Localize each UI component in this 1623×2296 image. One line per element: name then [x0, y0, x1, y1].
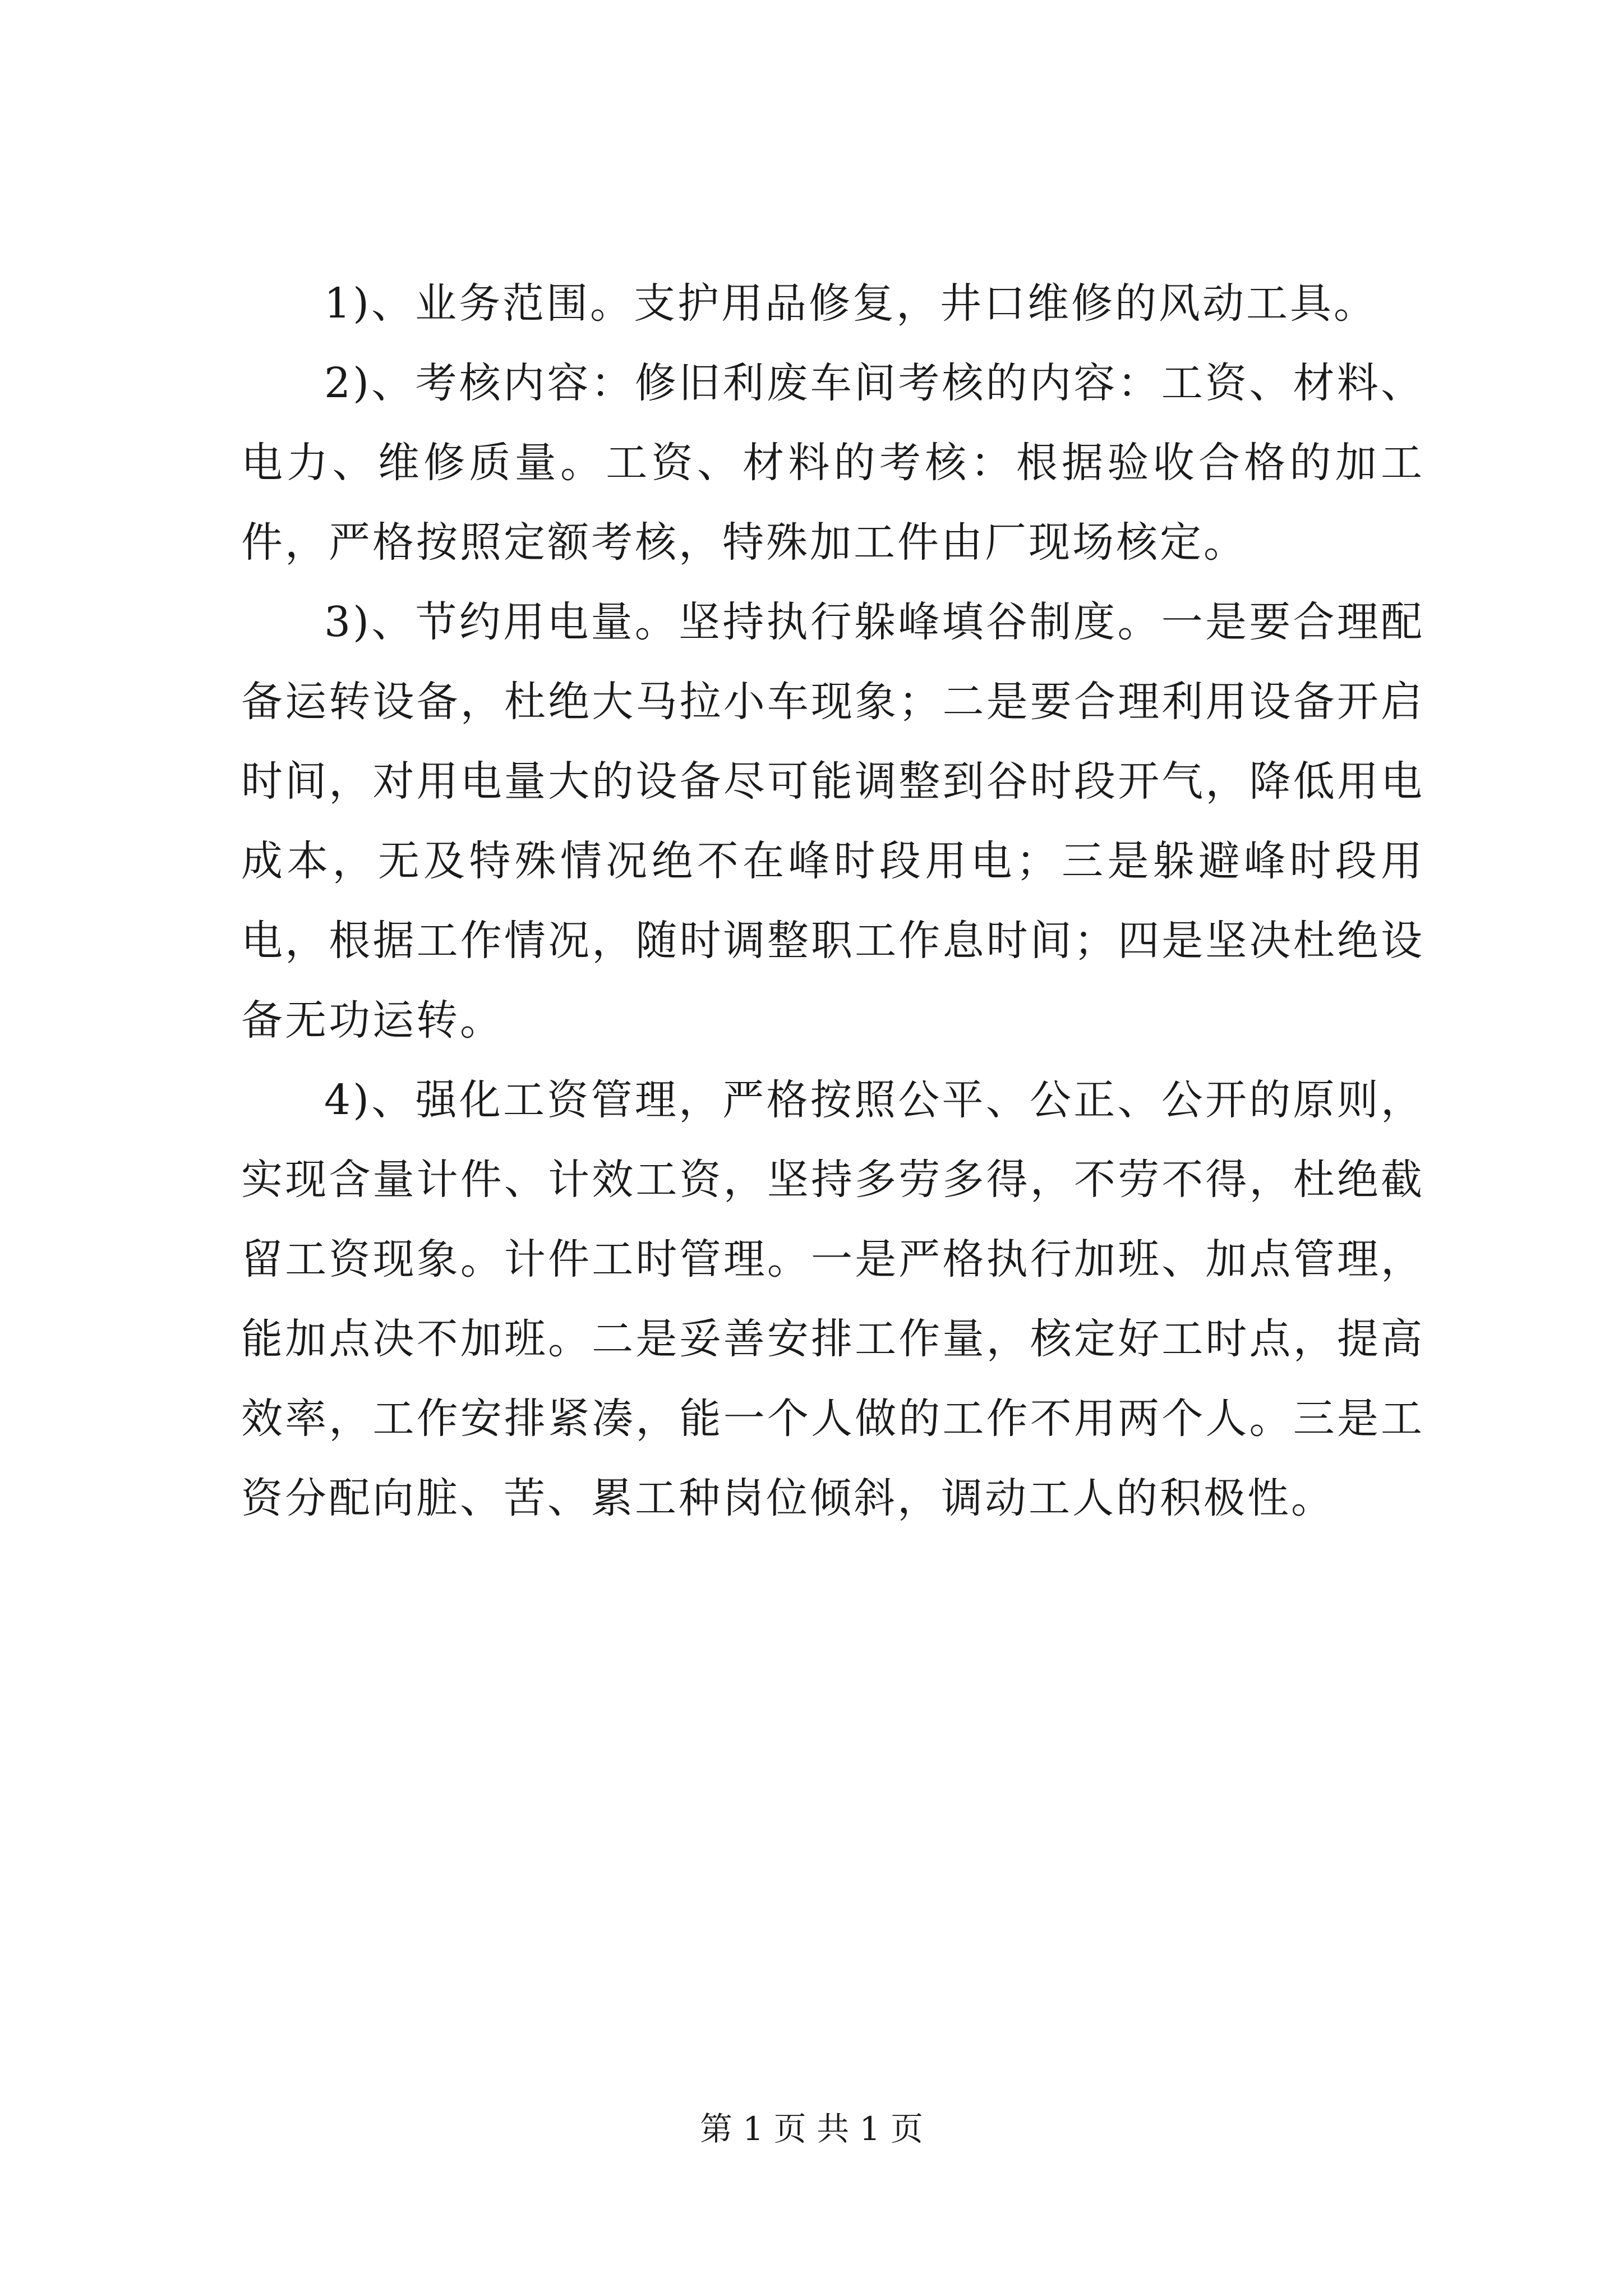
- paragraph-3: 3)、节约用电量。坚持执行躲峰填谷制度。一是要合理配备运转设备，杜绝大马拉小车现象；二是要合理利用设备开启时间，对用电量大的设备尽可能调整到谷时段开气，降低用电成本，无及特殊情况绝不在峰时段用电；三是躲避峰时段用电，根据工作情况，随时调整职工作息时间；四是坚决杜绝设备无功运转。: [241, 598, 1424, 1045]
- page-number-footer: 第 1 页 共 1 页: [700, 2110, 923, 2148]
- paragraph-1: 1)、业务范围。支护用品修复，井口维修的风动工具。: [324, 279, 1377, 328]
- paragraph-2: 2)、考核内容：修旧利废车间考核的内容：工资、材料、电力、维修质量。工资、材料的考核：根据验收合格的加工件，严格按照定额考核，特殊加工件由厂现场核定。: [241, 359, 1424, 567]
- document-body: [241, 264, 1424, 1538]
- paragraph-4: 4)、强化工资管理，严格按照公平、公正、公开的原则，实现含量计件、计效工资，坚持多劳多得，不劳不得，杜绝截留工资现象。计件工时管理。一是严格执行加班、加点管理，能加点决不加班。二是妥善安排工作量，核定好工时点，提高效率，工作安排紧凑，能一个人做的工作不用两个人。三是工资分配向脏、苦、累工种岗位倾斜，调动工人的积极性。: [241, 1076, 1424, 1522]
